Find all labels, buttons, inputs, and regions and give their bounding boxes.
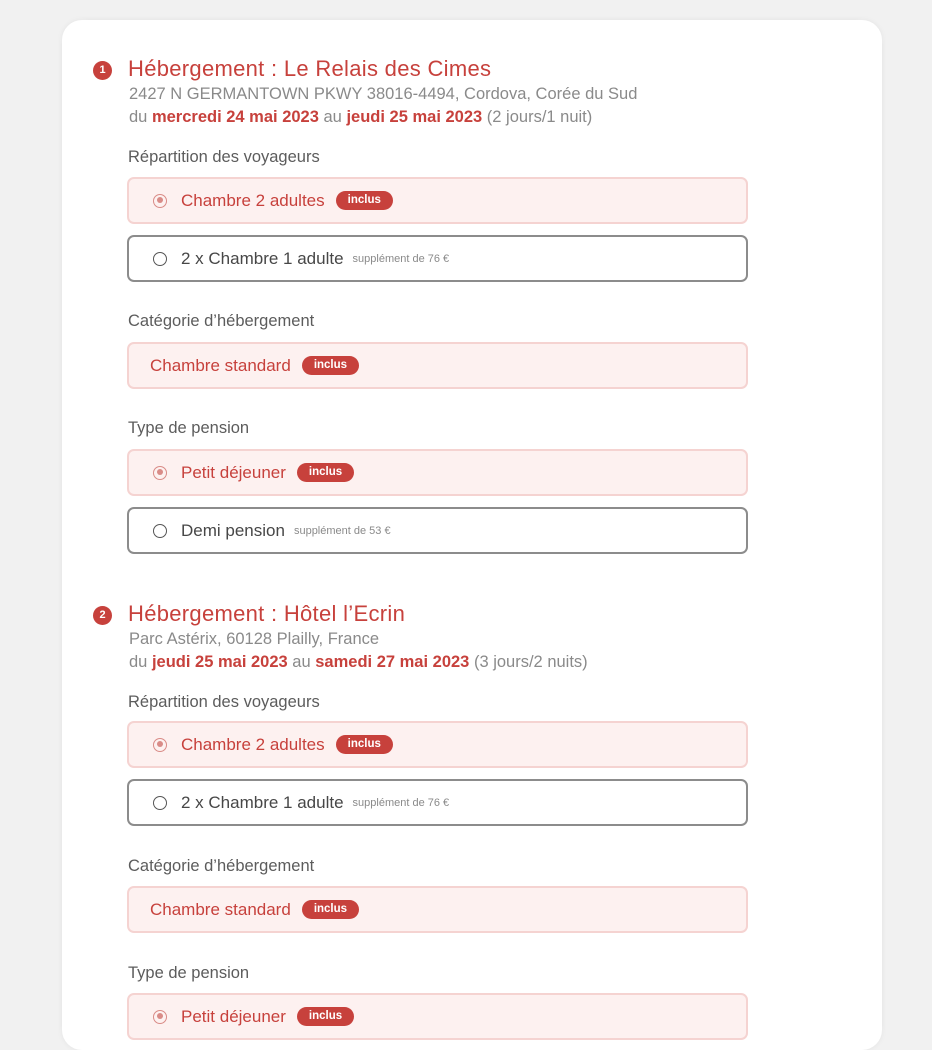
dates-prefix: du bbox=[129, 653, 148, 671]
pension-option-breakfast[interactable] bbox=[127, 993, 748, 1040]
option-label: Chambre standard bbox=[150, 355, 291, 375]
supplement-text: supplément de 76 € bbox=[352, 252, 450, 265]
dates-middle: au bbox=[292, 653, 311, 671]
accommodation-title: Hébergement : Le Relais des Cimes bbox=[128, 56, 492, 81]
accommodation-dates bbox=[129, 653, 588, 672]
accommodation-title: Hébergement : Hôtel l’Ecrin bbox=[128, 601, 406, 626]
option-label: 2 x Chambre 1 adulte bbox=[181, 248, 344, 268]
option-label: 2 x Chambre 1 adulte bbox=[181, 792, 344, 812]
option-label: Chambre 2 adultes bbox=[181, 190, 325, 210]
radio-unselected-icon[interactable] bbox=[153, 796, 167, 810]
included-badge: inclus bbox=[302, 356, 359, 375]
repartition-option-double[interactable] bbox=[127, 177, 748, 224]
dates-duration: (2 jours/1 nuit) bbox=[486, 108, 593, 126]
supplement-text: supplément de 76 € bbox=[352, 796, 450, 809]
pension-option-breakfast[interactable] bbox=[127, 449, 748, 496]
radio-selected-icon[interactable] bbox=[153, 738, 167, 752]
included-badge: inclus bbox=[297, 1007, 354, 1026]
accommodation-dates bbox=[129, 108, 592, 127]
categorie-option[interactable] bbox=[127, 342, 748, 389]
included-badge: inclus bbox=[336, 191, 393, 210]
radio-unselected-icon[interactable] bbox=[153, 252, 167, 266]
repartition-option-single[interactable] bbox=[127, 779, 748, 826]
repartition-option-single[interactable] bbox=[127, 235, 748, 282]
repartition-label: Répartition des voyageurs bbox=[128, 693, 320, 711]
categorie-label: Catégorie d’hébergement bbox=[128, 312, 315, 330]
dates-duration: (3 jours/2 nuits) bbox=[473, 653, 588, 671]
radio-unselected-icon[interactable] bbox=[153, 524, 167, 538]
accommodation-address: Parc Astérix, 60128 Plailly, France bbox=[129, 630, 380, 648]
repartition-option-double[interactable] bbox=[127, 721, 748, 768]
radio-selected-icon[interactable] bbox=[153, 1010, 167, 1024]
date-start: mercredi 24 mai 2023 bbox=[151, 108, 319, 126]
option-label: Petit déjeuner bbox=[181, 462, 286, 482]
date-end: samedi 27 mai 2023 bbox=[315, 653, 470, 671]
pension-label: Type de pension bbox=[128, 964, 250, 982]
option-label: Petit déjeuner bbox=[181, 1006, 286, 1026]
radio-selected-icon[interactable] bbox=[153, 466, 167, 480]
step-number-badge: 2 bbox=[93, 606, 112, 625]
repartition-label: Répartition des voyageurs bbox=[128, 148, 320, 166]
accommodation-address: 2427 N GERMANTOWN PKWY 38016-4494, Cordova, Corée du Sud bbox=[129, 85, 638, 103]
step-number-badge: 1 bbox=[93, 61, 112, 80]
date-start: jeudi 25 mai 2023 bbox=[151, 653, 288, 671]
dates-middle: au bbox=[323, 108, 342, 126]
option-label: Demi pension bbox=[181, 520, 285, 540]
date-end: jeudi 25 mai 2023 bbox=[346, 108, 483, 126]
dates-prefix: du bbox=[129, 108, 148, 126]
accommodation-card bbox=[62, 20, 882, 1050]
included-badge: inclus bbox=[336, 735, 393, 754]
categorie-label: Catégorie d’hébergement bbox=[128, 857, 315, 875]
included-badge: inclus bbox=[302, 900, 359, 919]
categorie-option[interactable] bbox=[127, 886, 748, 933]
radio-selected-icon[interactable] bbox=[153, 194, 167, 208]
supplement-text: supplément de 53 € bbox=[293, 524, 391, 537]
included-badge: inclus bbox=[297, 463, 354, 482]
option-label: Chambre standard bbox=[150, 899, 291, 919]
option-label: Chambre 2 adultes bbox=[181, 734, 325, 754]
pension-option-half-board[interactable] bbox=[127, 507, 748, 554]
pension-label: Type de pension bbox=[128, 419, 250, 437]
